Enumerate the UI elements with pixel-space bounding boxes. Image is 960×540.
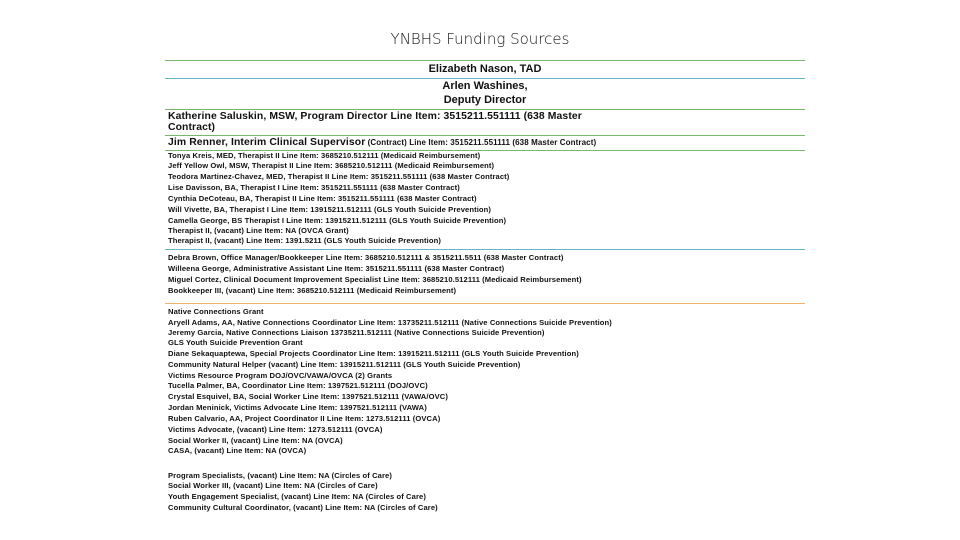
list-item: Willeena George, Administrative Assistant Line Item: 3515211.551111 (638 Master Contract) <box>168 264 505 273</box>
deputy-name: Arlen Washines, <box>442 80 528 92</box>
clinical-supervisor-line-item: (Contract) Line Item: 3515211.551111 (638 Master Contract) <box>365 138 597 147</box>
list-item: Tucella Palmer, BA, Coordinator Line Item: 1397521.512111 (DOJ/OVC) <box>168 381 428 390</box>
list-item: Social Worker II, (vacant) Line Item: NA (OVCA) <box>168 436 343 445</box>
divider <box>165 303 805 304</box>
list-item: Cynthia DeCoteau, BA, Therapist II Line Item: 3515211.551111 (638 Master Contract) <box>168 194 477 203</box>
list-item: Lise Davisson, BA, Therapist I Line Item: 3515211.551111 (638 Master Contract) <box>168 183 460 192</box>
list-item: Teodora Martinez-Chavez, MED, Therapist II Line Item: 3515211.551111 (638 Master Contract) <box>168 172 510 181</box>
funding-document <box>165 60 805 515</box>
list-item: Jeff Yellow Owl, MSW, Therapist II Line Item: 3685210.512111 (Medicaid Reimbursement) <box>168 161 495 170</box>
list-item: Therapist II, (vacant) Line Item: 1391.5211 (GLS Youth Suicide Prevention) <box>168 236 441 245</box>
program-director-line-2: Contract) <box>168 122 216 133</box>
list-item: Tonya Kreis, MED, Therapist II Line Item: 3685210.512111 (Medicaid Reimbursement) <box>168 151 481 160</box>
list-item: Social Worker III, (vacant) Line Item: NA (Circles of Care) <box>168 481 378 490</box>
section-heading: Victims Resource Program DOJ/OVC/VAWA/OVCA (2) Grants <box>168 371 393 380</box>
clinical-supervisor-name: Jim Renner, Interim Clinical Supervisor <box>168 137 366 148</box>
program-director-line-1: Katherine Saluskin, MSW, Program Director Line Item: 3515211.551111 (638 Master <box>168 111 582 122</box>
list-item: Program Specialists, (vacant) Line Item: NA (Circles of Care) <box>168 471 392 480</box>
list-item: Aryell Adams, AA, Native Connections Coordinator Line Item: 13735211.512111 (Native Connections Suicide Prevention) <box>168 318 612 327</box>
list-item: Youth Engagement Specialist, (vacant) Line Item: NA (Circles of Care) <box>168 492 426 501</box>
list-item: Community Cultural Coordinator, (vacant) Line Item: NA (Circles of Care) <box>168 503 438 512</box>
list-item: Victims Advocate, (vacant) Line Item: 1273.512111 (OVCA) <box>168 425 383 434</box>
list-item: Community Natural Helper (vacant) Line Item: 13915211.512111 (GLS Youth Suicide Prevention) <box>168 360 521 369</box>
divider <box>165 135 805 136</box>
list-item: Jordan Meninick, Victims Advocate Line Item: 1397521.512111 (VAWA) <box>168 403 427 412</box>
list-item: Jeremy Garcia, Native Connections Liaison 13735211.512111 (Native Connections Suicide Prevention) <box>168 328 545 337</box>
section-heading: Native Connections Grant <box>168 307 264 316</box>
deputy-title: Deputy Director <box>443 94 527 106</box>
page-title: YNBHS Funding Sources <box>390 30 570 48</box>
list-item: Bookkeeper III, (vacant) Line Item: 3685210.512111 (Medicaid Reimbursement) <box>168 286 457 295</box>
list-item: Therapist II, (vacant) Line Item: NA (OVCA Grant) <box>168 226 349 235</box>
divider <box>165 109 805 110</box>
list-item: Will Vivette, BA, Therapist I Line Item: 13915211.512111 (GLS Youth Suicide Prevention) <box>168 205 492 214</box>
list-item: Debra Brown, Office Manager/Bookkeeper Line Item: 3685210.512111 & 3515211.5511 (638 Master Contract) <box>168 253 564 262</box>
divider <box>165 60 805 61</box>
list-item: Crystal Esquivel, BA, Social Worker Line Item: 1397521.512111 (VAWA/OVC) <box>168 392 448 401</box>
director-name: Elizabeth Nason, TAD <box>428 63 542 75</box>
clinical-supervisor-row <box>168 137 596 149</box>
divider <box>165 78 805 79</box>
list-item: Diane Sekaquaptewa, Special Projects Coordinator Line Item: 13915211.512111 (GLS Youth Suicide Prevention) <box>168 349 579 358</box>
divider <box>165 249 805 250</box>
list-item: Ruben Calvario, AA, Project Coordinator II Line Item: 1273.512111 (OVCA) <box>168 414 441 423</box>
list-item: Miguel Cortez, Clinical Document Improvement Specialist Line Item: 3685210.512111 (Medicaid Reimbursement) <box>168 275 582 284</box>
list-item: CASA, (vacant) Line Item: NA (OVCA) <box>168 446 307 455</box>
list-item: Camella George, BS Therapist I Line Item: 13915211.512111 (GLS Youth Suicide Prevention) <box>168 216 507 225</box>
section-heading: GLS Youth Suicide Prevention Grant <box>168 338 303 347</box>
